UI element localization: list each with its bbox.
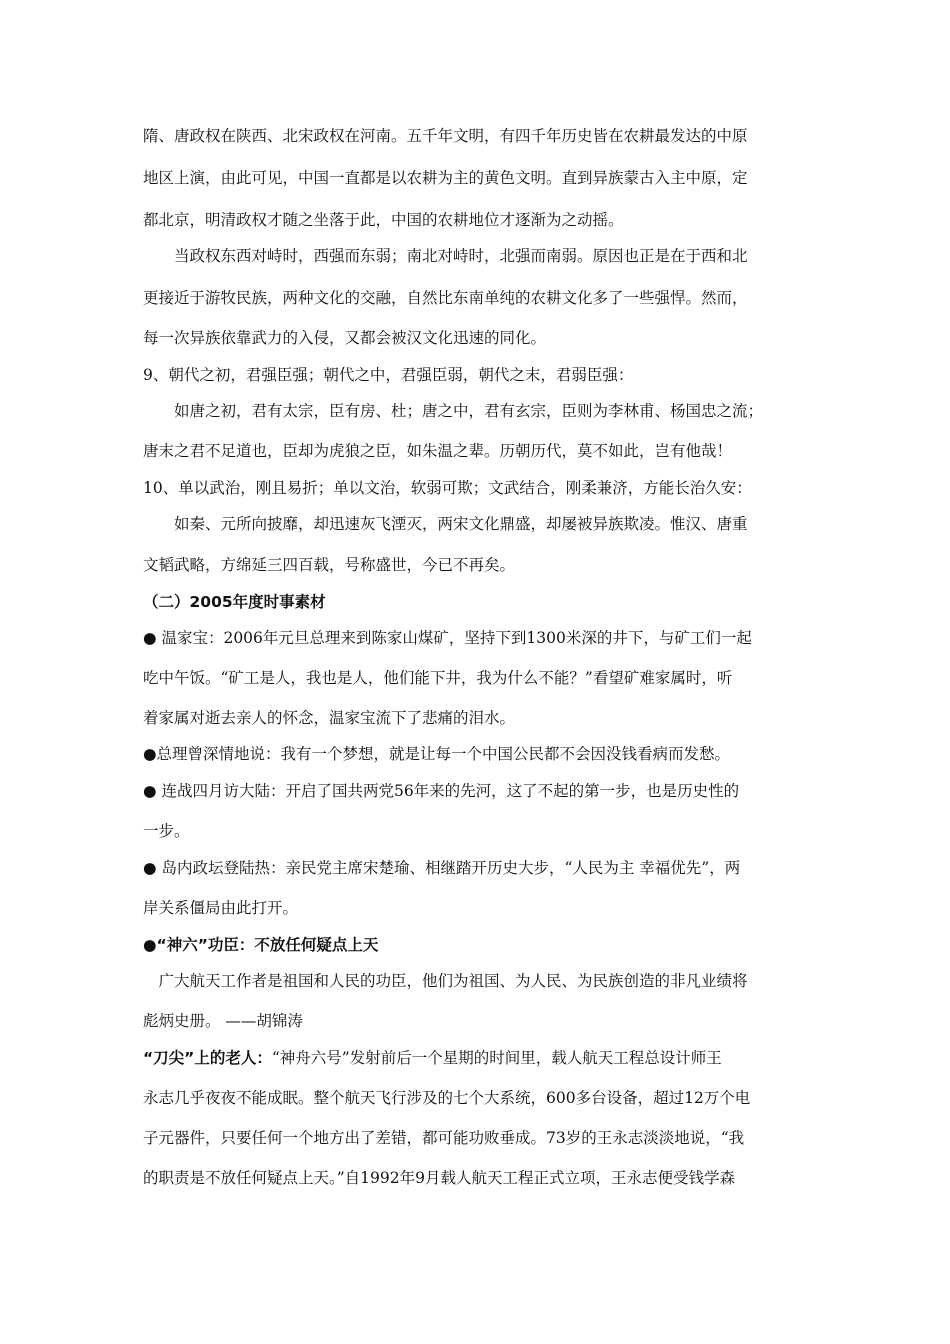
bullet-item: ●总理曾深情地说：我有一个梦想，就是让每一个中国公民都不会因没钱看病而发愁。 [143,745,731,763]
text-line: 彪炳史册。 ——胡锦涛 [143,1012,303,1030]
text-line: 着家属对逝去亲人的怀念，温家宝流下了悲痛的泪水。 [143,709,516,727]
text-line: 子元器件，只要任何一个地方出了差错，都可能功败垂成。73岁的王永志淡淡地说，“我 [143,1129,745,1147]
bullet-heading: ●“神六”功臣：不放任何疑点上天 [143,936,379,954]
text-span: “神舟六号”发射前后一个星期的时间里，载人航天工程总设计师王 [271,1049,722,1067]
bullet-item: ● 温家宝：2006年元旦总理来到陈家山煤矿，坚持下到1300米深的井下，与矿工们一起 [143,629,752,647]
numbered-item: 10、单以武治，刚且易折；单以文治，软弱可欺；文武结合，刚柔兼济，方能长治久安： [143,479,752,497]
text-line: 如秦、元所向披靡，却迅速灰飞湮灭，两宋文化鼎盛，却屡被异族欺凌。惟汉、唐重 [143,515,748,533]
text-line: 如唐之初，君有太宗，臣有房、杜；唐之中，君有玄宗，臣则为李林甫、杨国忠之流； [143,402,764,420]
text-line: 岸关系僵局由此打开。 [143,899,299,917]
text-line [143,1048,808,1068]
text-line: 广大航天工作者是祖国和人民的功臣，他们为祖国、为人民、为民族创造的非凡业绩将 [143,972,748,990]
text-line: 一步。 [143,822,190,840]
bold-lead: “刀尖”上的老人： [143,1049,272,1067]
text-line: 隋、唐政权在陕西、北宋政权在河南。五千年文明，有四千年历史皆在农耕最发达的中原 [143,127,748,145]
text-line: 更接近于游牧民族，两种文化的交融，自然比东南单纯的农耕文化多了一些强悍。然而， [143,289,748,307]
text-line: 永志几乎夜夜不能成眠。整个航天飞行涉及的七个大系统，600多台设备，超过12万个电 [143,1089,751,1107]
bullet-item: ● 连战四月访大陆：开启了国共两党56年来的先河，这了不起的第一步，也是历史性的 [143,782,740,800]
text-line: 吃中午饭。“矿工是人，我也是人，他们能下井，我为什么不能？”看望矿难家属时，听 [143,669,733,687]
numbered-item: 9、朝代之初，君强臣强；朝代之中，君强臣弱，朝代之末，君弱臣强： [143,366,634,384]
section-heading: （二）2005年度时事素材 [143,593,326,611]
text-line: 地区上演，由此可见，中国一直都是以农耕为主的黄色文明。直到异族蒙古入主中原，定 [143,169,748,187]
text-line: 唐末之君不足道也，臣却为虎狼之臣，如朱温之辈。历朝历代，莫不如此，岂有他哉！ [143,442,733,460]
text-line: 都北京，明清政权才随之坐落于此，中国的农耕地位才逐渐为之动摇。 [143,211,624,229]
bullet-item: ● 岛内政坛登陆热：亲民党主席宋楚瑜、相继踏开历史大步，“人民为主 幸福优先”，两 [143,859,741,877]
text-line: 的职责是不放任何疑点上天。”自1992年9月载人航天工程正式立项，王永志便受钱学森 [143,1169,735,1187]
text-line: 当政权东西对峙时，西强而东弱；南北对峙时，北强而南弱。原因也正是在于西和北 [143,247,748,265]
text-line: 每一次异族依靠武力的入侵，又都会被汉文化迅速的同化。 [143,329,547,347]
text-line: 文韬武略，方绵延三四百载，号称盛世，今已不再矣。 [143,556,516,574]
